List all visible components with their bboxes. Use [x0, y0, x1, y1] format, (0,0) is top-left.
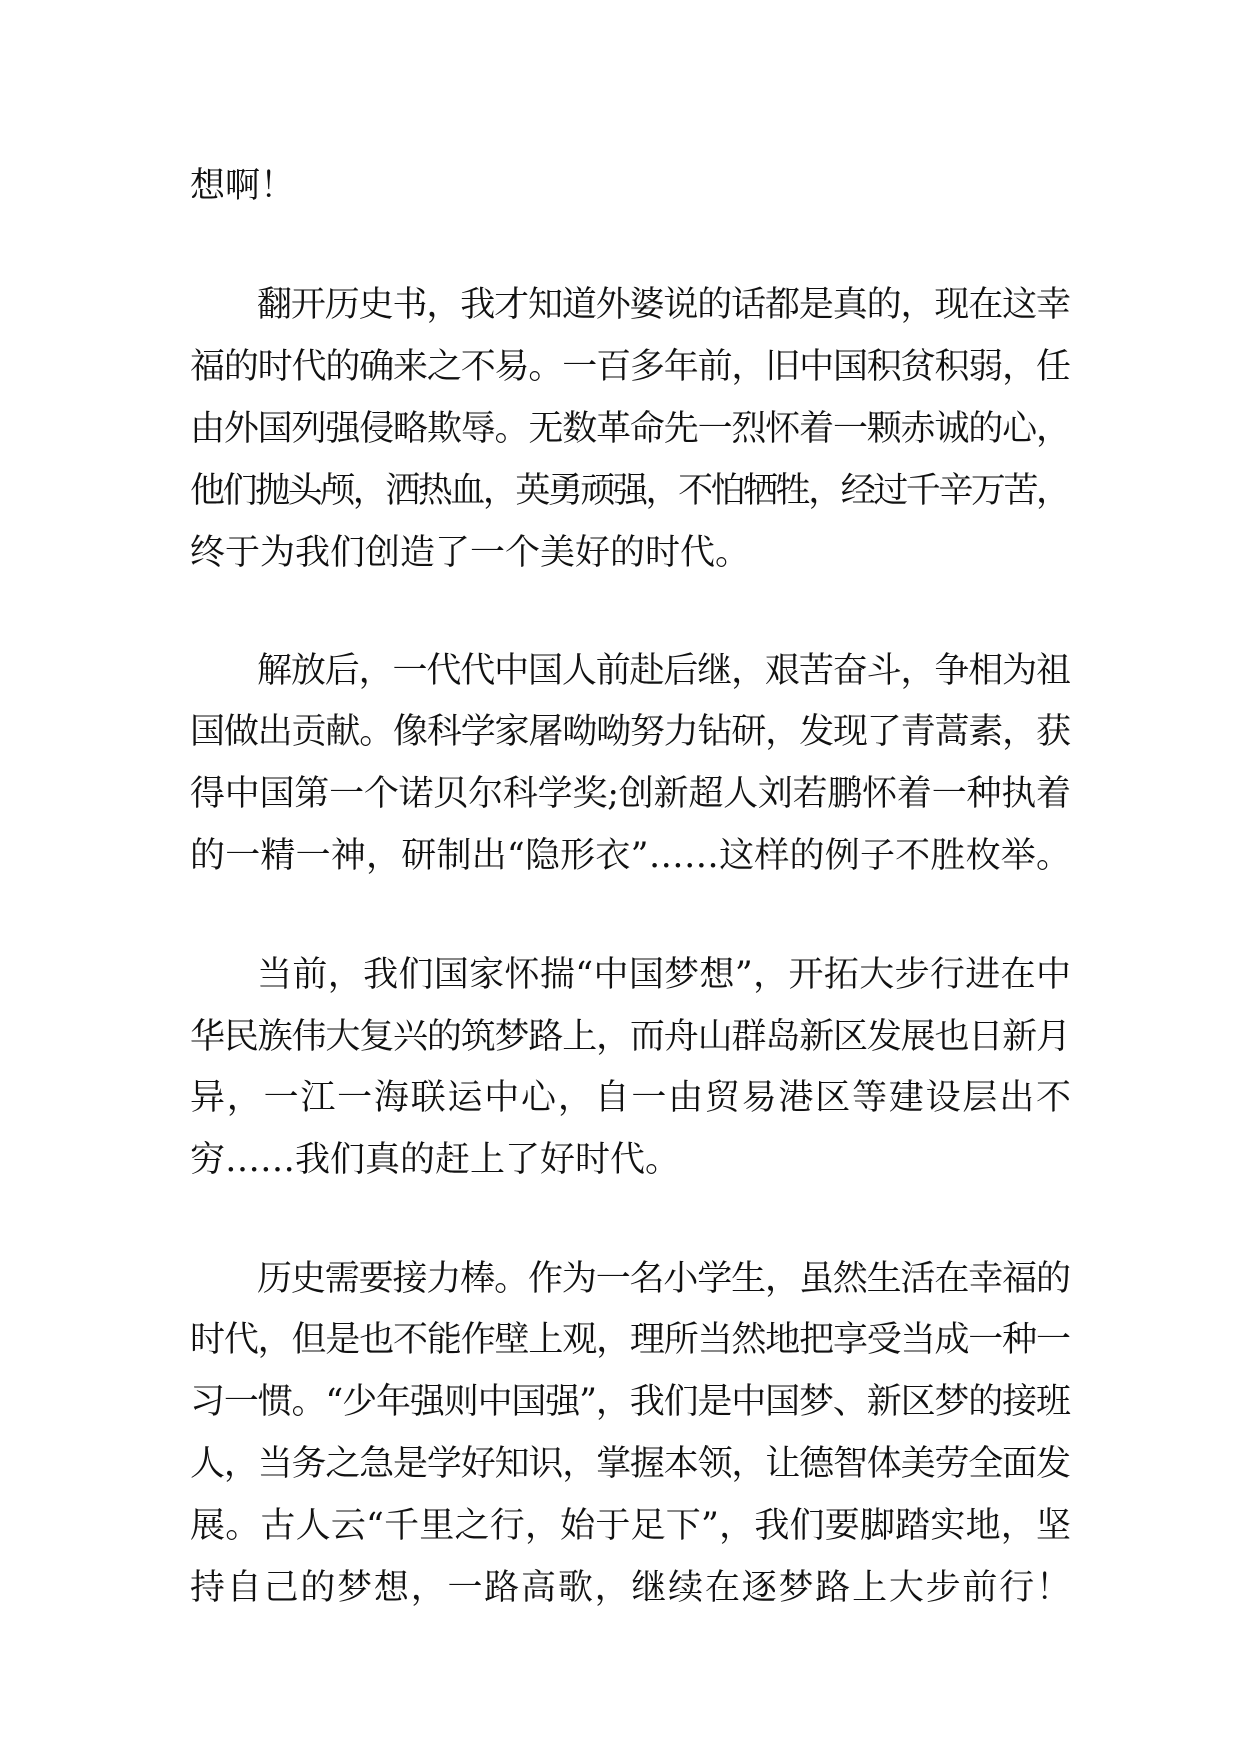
text-line — [0, 1434, 1241, 1494]
line-text: 福的时代的确来之不易。一百多年前，旧中国积贫积弱，任 — [190, 347, 1070, 387]
text-line — [0, 1496, 1241, 1556]
line-text: 他们抛头颅，洒热血，英勇顽强，不怕牺牲，经过千辛万苦， — [190, 471, 1069, 511]
line-text: 异，一江一海联运中心，自一由贸易港区等建设层出不 — [190, 1078, 1073, 1118]
text-line — [0, 764, 1241, 824]
line-text: 国做出贡献。像科学家屠呦呦努力钻研，发现了青蒿素，获 — [190, 712, 1070, 752]
line-text: 终于为我们创造了一个美好的时代。 — [190, 533, 751, 573]
text-line — [0, 1249, 1241, 1309]
text-line — [0, 399, 1241, 459]
text-line — [0, 1372, 1241, 1432]
text-line — [0, 337, 1241, 397]
line-text: 翻开历史书，我才知道外婆说的话都是真的，现在这幸 — [257, 285, 1070, 325]
line-text: 得中国第一个诺贝尔科学奖;创新超人刘若鹏怀着一种执着 — [190, 774, 1071, 814]
text-line — [0, 1310, 1241, 1370]
line-text: 由外国列强侵略欺辱。无数革命先一烈怀着一颗赤诚的心， — [190, 409, 1070, 449]
text-line — [0, 1007, 1241, 1067]
text-line — [0, 945, 1241, 1005]
line-text: 想啊！ — [190, 166, 296, 206]
line-text: 人，当务之急是学好知识，掌握本领，让德智体美劳全面发 — [190, 1444, 1070, 1484]
line-text: 持自己的梦想，一路高歌，继续在逐梦路上大步前行！ — [190, 1568, 1073, 1608]
line-text: 当前，我们国家怀揣“中国梦想”，开拓大步行进在中 — [257, 955, 1072, 995]
line-text: 习一惯。“少年强则中国强”，我们是中国梦、新区梦的接班 — [190, 1382, 1070, 1422]
text-line — [0, 523, 1241, 583]
text-line — [0, 1068, 1241, 1128]
line-text: 展。古人云“千里之行，始于足下”，我们要脚踏实地，坚 — [190, 1506, 1072, 1546]
text-line — [0, 1558, 1241, 1618]
line-text: 时代，但是也不能作壁上观，理所当然地把享受当成一种一 — [190, 1320, 1070, 1360]
line-text: 华民族伟大复兴的筑梦路上，而舟山群岛新区发展也日新月 — [190, 1017, 1070, 1057]
line-text: 解放后，一代代中国人前赴后继，艰苦奋斗，争相为祖 — [257, 651, 1070, 691]
text-line — [0, 275, 1241, 335]
text-line — [0, 156, 1241, 216]
text-line — [0, 702, 1241, 762]
line-text: 历史需要接力棒。作为一名小学生，虽然生活在幸福的 — [257, 1259, 1070, 1299]
text-line — [0, 461, 1241, 521]
line-text: 穷……我们真的赶上了好时代。 — [190, 1140, 681, 1180]
text-line — [0, 1130, 1241, 1190]
text-line — [0, 641, 1241, 701]
text-line — [0, 826, 1241, 886]
line-text: 的一精一神，研制出“隐形衣”……这样的例子不胜枚举。 — [190, 836, 1072, 876]
